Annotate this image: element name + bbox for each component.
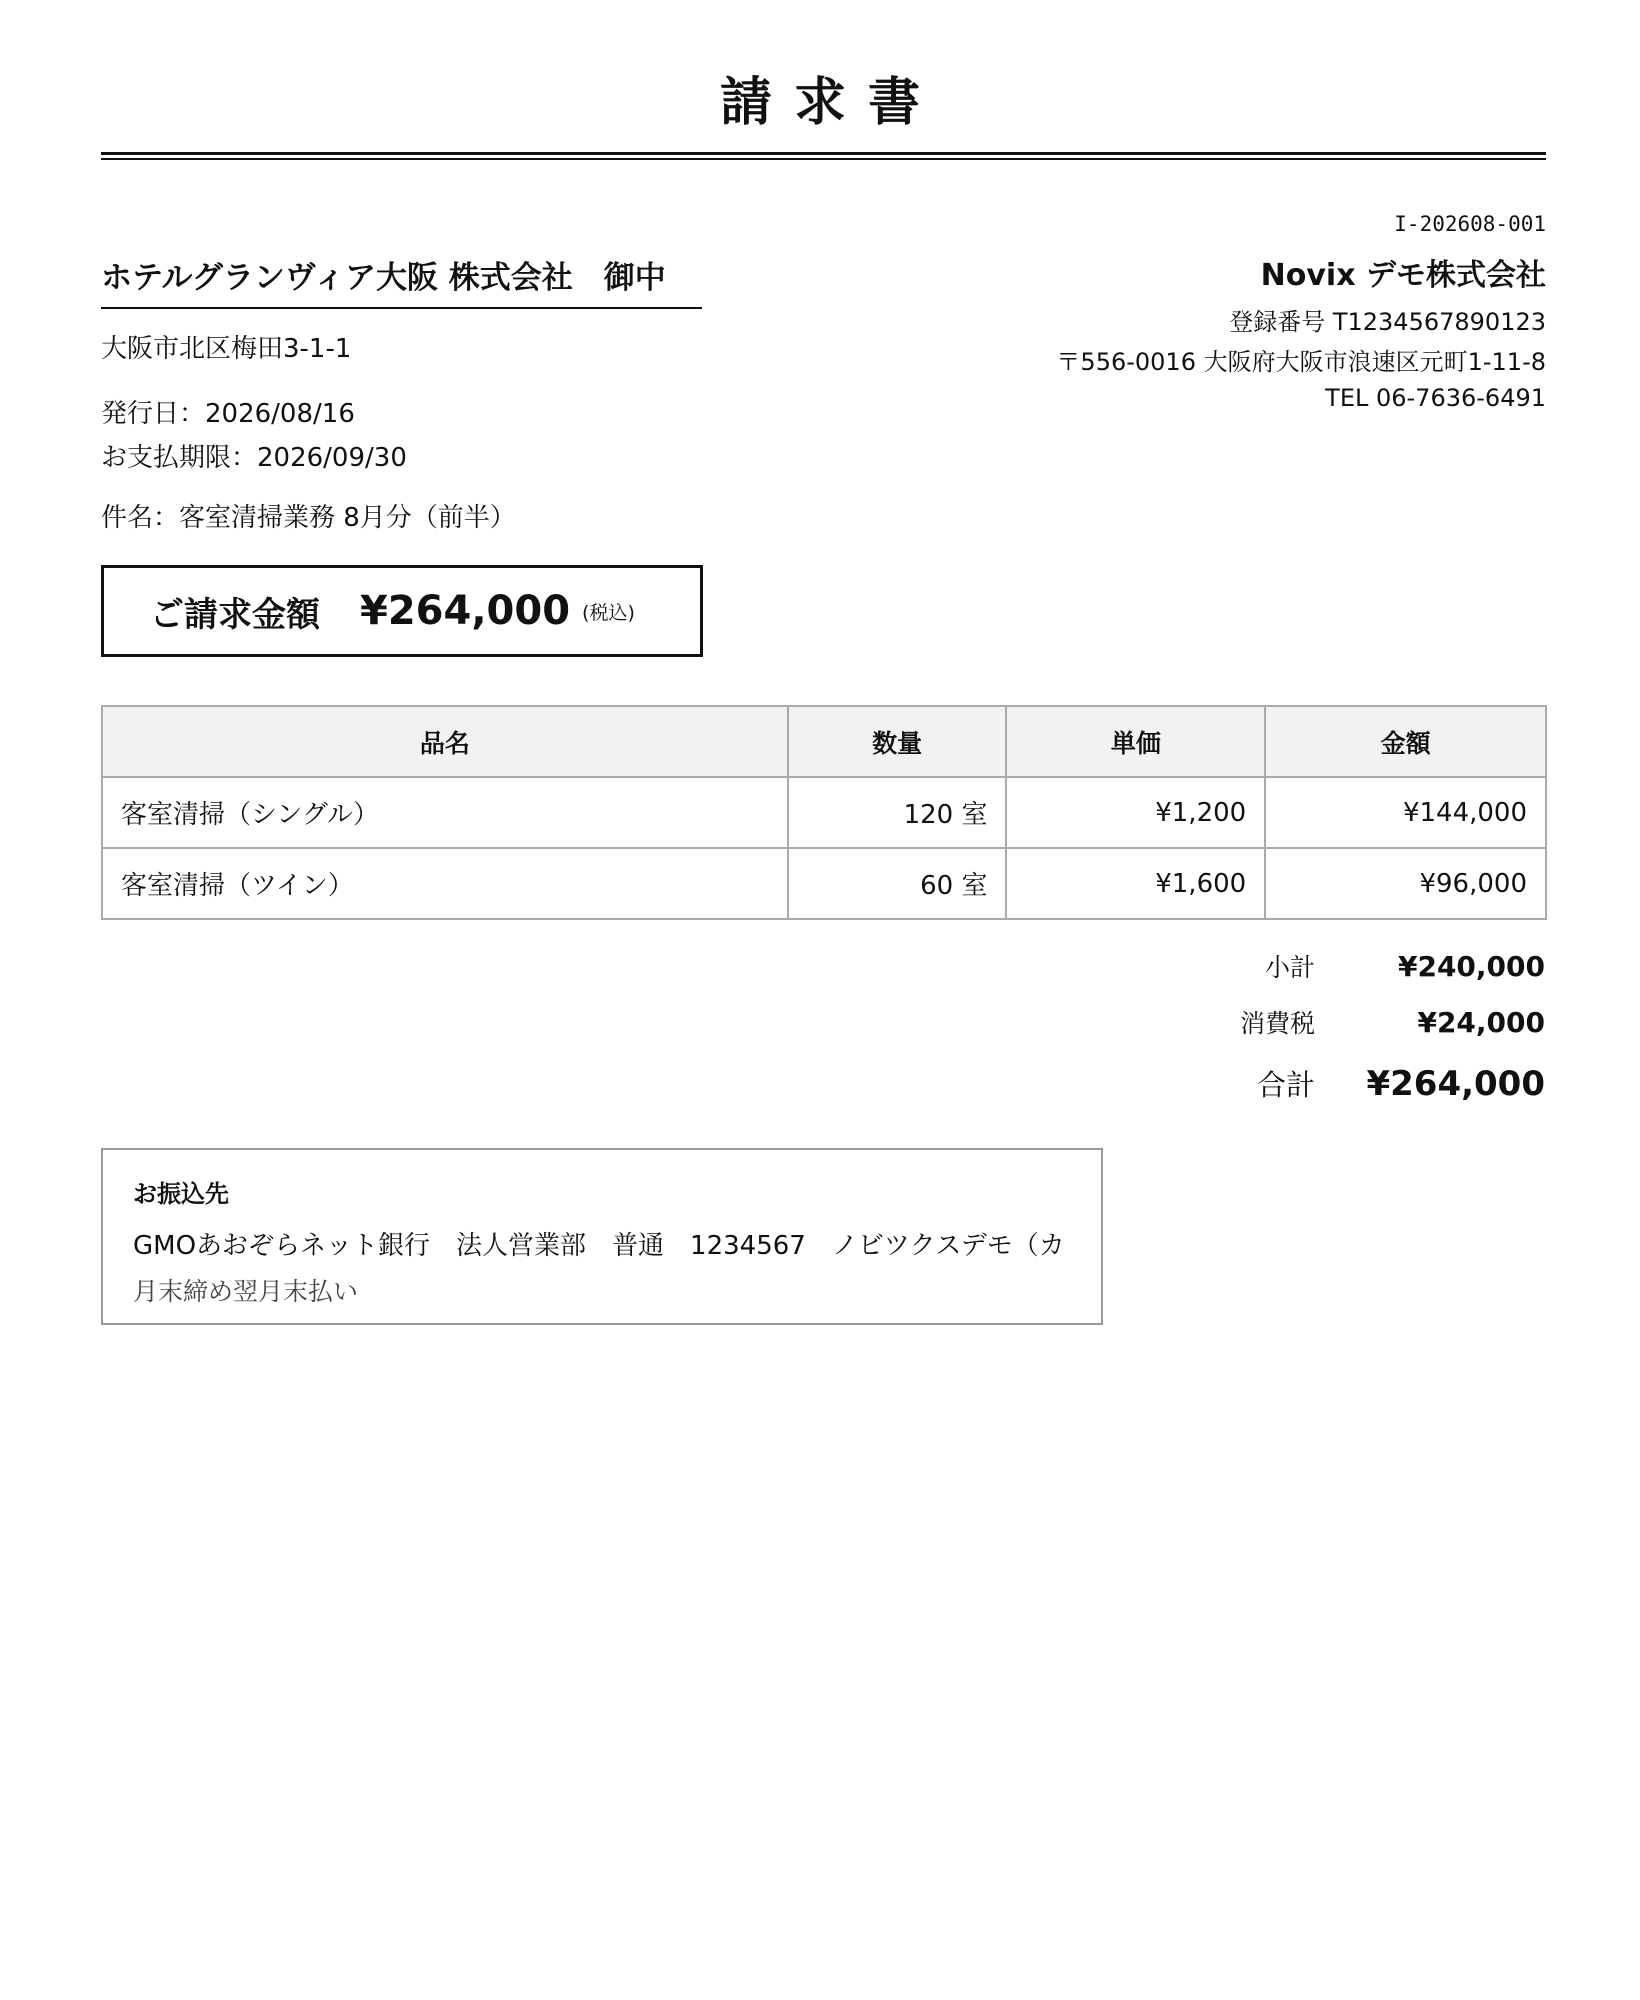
cell-unit-price: ¥1,600 — [1006, 848, 1265, 919]
tax-value: ¥24,000 — [1417, 1006, 1545, 1039]
client-address: 大阪市北区梅田3-1-1 — [101, 334, 352, 364]
issuer-name: Novix デモ株式会社 — [1260, 258, 1546, 293]
invoice-title: 請求書 — [719, 73, 942, 133]
amount-due-box — [101, 565, 703, 657]
cell-amount: ¥144,000 — [1265, 777, 1546, 848]
client-underline — [101, 307, 702, 309]
invoice-number: I-202608-001 — [1394, 212, 1546, 236]
header-qty: 数量 — [788, 706, 1007, 777]
payment-terms: 月末締め翌月末払い — [133, 1277, 359, 1306]
issuer-registration: 登録番号 T1234567890123 — [1229, 308, 1546, 336]
total-value: ¥264,000 — [1366, 1064, 1545, 1104]
bank-account: GMOあおぞらネット銀行 法人営業部 普通 1234567 ノビツクスデモ（カ — [133, 1231, 1065, 1261]
issuer-tel: TEL 06-7636-6491 — [1325, 384, 1546, 412]
total-row — [1175, 1063, 1545, 1104]
issue-date: 発行日：2026/08/16 — [101, 399, 355, 429]
subtotal-row — [1175, 948, 1545, 984]
due-date: お支払期限：2026/09/30 — [101, 443, 407, 473]
total-label: 合計 — [1256, 1068, 1315, 1102]
subject: 件名：客室清掃業務 8月分（前半） — [101, 503, 516, 533]
bank-info-box — [101, 1148, 1103, 1325]
cell-qty: 120 室 — [788, 777, 1007, 848]
tax-row — [1175, 1004, 1545, 1040]
subtotal-label: 小計 — [1264, 953, 1315, 982]
header-item: 品名 — [102, 706, 788, 777]
amount-tax-note: (税込) — [582, 601, 635, 624]
cell-amount: ¥96,000 — [1265, 848, 1546, 919]
cell-item: 客室清掃（ツイン） — [102, 848, 788, 919]
header-unit-price: 単価 — [1006, 706, 1265, 777]
title-rule-secondary — [101, 158, 1546, 160]
table-row — [102, 777, 1546, 848]
client-name: ホテルグランヴィア大阪 株式会社 御中 — [101, 260, 666, 296]
cell-item: 客室清掃（シングル） — [102, 777, 788, 848]
amount-due-label: ご請求金額 — [150, 594, 320, 635]
issuer-address: 〒556-0016 大阪府大阪市浪速区元町1-11-8 — [1056, 348, 1546, 376]
amount-due-value: ¥264,000 — [360, 588, 571, 634]
line-items-table — [101, 705, 1547, 920]
table-row — [102, 848, 1546, 919]
header-amount: 金額 — [1265, 706, 1546, 777]
tax-label: 消費税 — [1239, 1009, 1315, 1038]
subtotal-value: ¥240,000 — [1397, 950, 1545, 983]
bank-title: お振込先 — [133, 1180, 229, 1208]
title-rule — [101, 152, 1546, 155]
cell-qty: 60 室 — [788, 848, 1007, 919]
table-header-row — [102, 706, 1546, 777]
cell-unit-price: ¥1,200 — [1006, 777, 1265, 848]
